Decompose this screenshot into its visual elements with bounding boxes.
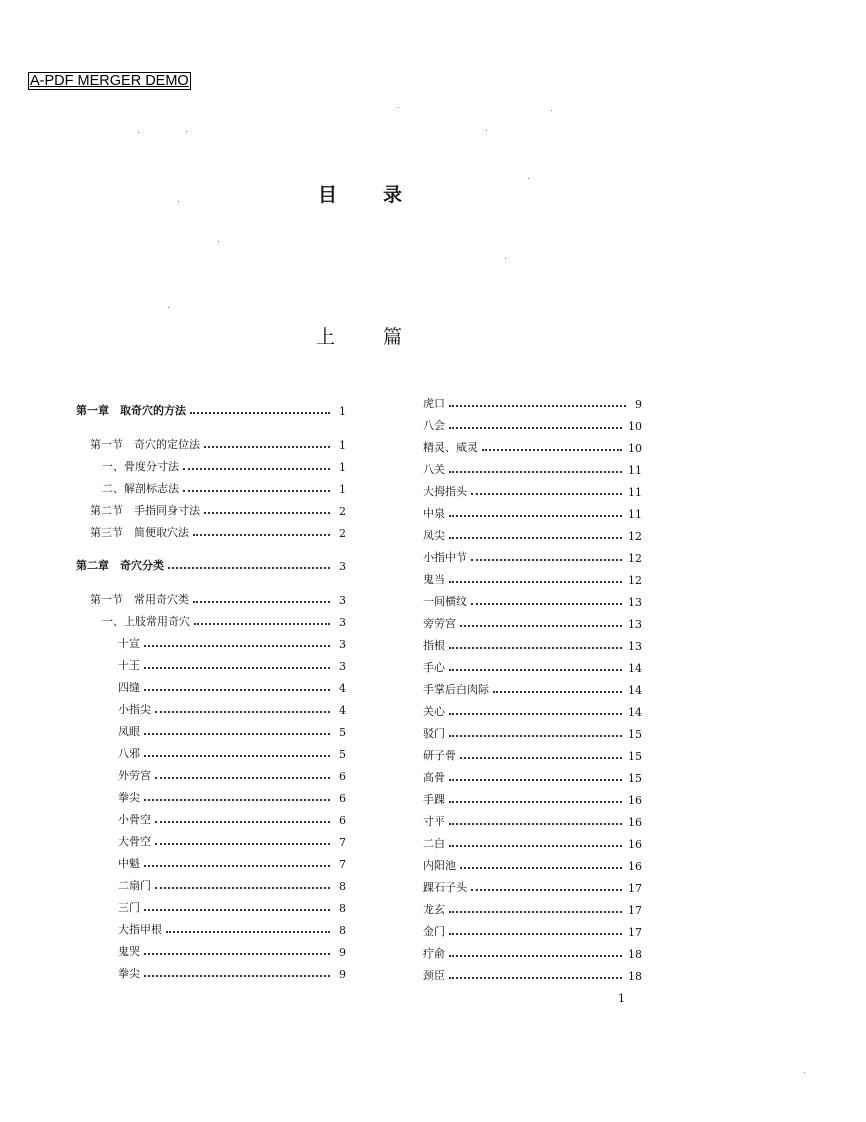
toc-entry	[423, 637, 642, 653]
dot-leader	[493, 691, 622, 693]
toc-entry-page: 6	[339, 770, 346, 783]
page-number: 1	[618, 992, 625, 1005]
toc-entry-label: 第二章 奇穴分类	[76, 559, 164, 572]
toc-entry-label: 拳尖	[118, 791, 140, 804]
dot-leader	[144, 733, 330, 735]
toc-entry	[423, 505, 642, 521]
dot-leader	[449, 735, 622, 737]
toc-entry-page: 6	[339, 792, 346, 805]
toc-entry-page: 16	[628, 838, 642, 851]
toc-entry-label: 精灵、威灵	[423, 441, 478, 454]
dot-leader	[471, 603, 622, 605]
toc-entry-label: 鬼当	[423, 573, 445, 586]
toc-entry-label: 内阳池	[423, 859, 456, 872]
toc-entry-label: 龙玄	[423, 903, 445, 916]
toc-entry	[423, 725, 642, 741]
page-title	[318, 180, 402, 207]
toc-entry	[118, 855, 346, 871]
toc-entry-label: 手踝	[423, 793, 445, 806]
toc-entry-page: 17	[628, 904, 642, 917]
toc-entry-label: 中魁	[118, 857, 140, 870]
toc-entry	[423, 747, 642, 763]
dot-leader	[155, 777, 330, 779]
toc-entry-page: 16	[628, 794, 642, 807]
toc-entry	[118, 745, 346, 761]
toc-entry-label: 二扇门	[118, 879, 151, 892]
toc-entry-page: 3	[339, 594, 346, 607]
toc-entry-label: 大拇指头	[423, 485, 467, 498]
dot-leader	[190, 412, 330, 414]
toc-entry	[118, 679, 346, 695]
part-heading	[316, 322, 402, 349]
dot-leader	[460, 625, 622, 627]
watermark-label: A-PDF MERGER DEMO	[30, 73, 189, 89]
dot-leader	[471, 559, 622, 561]
toc-entry	[423, 395, 642, 411]
dot-leader	[155, 711, 330, 713]
dot-leader	[449, 537, 622, 539]
toc-entry	[102, 613, 346, 629]
toc-entry	[423, 813, 642, 829]
toc-entry-label: 小指中节	[423, 551, 467, 564]
toc-entry-page: 8	[339, 902, 346, 915]
toc-entry	[118, 789, 346, 805]
dot-leader	[155, 843, 330, 845]
dot-leader	[155, 821, 330, 823]
scan-speck	[528, 178, 529, 179]
toc-entry	[76, 557, 346, 573]
dot-leader	[144, 909, 330, 911]
toc-entry-page: 11	[628, 464, 642, 477]
toc-entry	[118, 877, 346, 893]
toc-entry	[90, 436, 346, 452]
dot-leader	[449, 955, 622, 957]
toc-entry-page: 5	[339, 726, 346, 739]
toc-entry	[423, 857, 642, 873]
scan-speck	[398, 107, 399, 108]
toc-entry-label: 旁劳宫	[423, 617, 456, 630]
scan-speck	[218, 241, 219, 242]
toc-entry-page: 17	[628, 926, 642, 939]
toc-entry-page: 1	[339, 439, 346, 452]
toc-entry-label: 颈臣	[423, 969, 445, 982]
toc-entry	[423, 791, 642, 807]
toc-entry	[423, 835, 642, 851]
dot-leader	[183, 468, 330, 470]
toc-entry-page: 3	[339, 616, 346, 629]
toc-entry	[118, 767, 346, 783]
toc-entry	[423, 769, 642, 785]
dot-leader	[144, 865, 330, 867]
dot-leader	[449, 427, 622, 429]
dot-leader	[144, 689, 330, 691]
toc-entry-label: 八会	[423, 419, 445, 432]
toc-entry	[118, 723, 346, 739]
dot-leader	[144, 953, 330, 955]
toc-entry-page: 9	[635, 398, 642, 411]
dot-leader	[460, 757, 622, 759]
dot-leader	[204, 446, 330, 448]
toc-entry	[423, 967, 642, 983]
toc-entry	[423, 945, 642, 961]
toc-entry-page: 15	[628, 772, 642, 785]
toc-entry	[423, 417, 642, 433]
toc-entry-label: 二白	[423, 837, 445, 850]
dot-leader	[449, 933, 622, 935]
part-char-2: 篇	[383, 326, 403, 348]
toc-entry-label: 一间横纹	[423, 595, 467, 608]
dot-leader	[471, 889, 622, 891]
toc-entry-page: 1	[339, 483, 346, 496]
toc-entry-label: 研子骨	[423, 749, 456, 762]
scan-speck	[804, 1072, 805, 1073]
toc-entry-label: 手掌后白肉际	[423, 683, 489, 696]
toc-entry-page: 3	[339, 560, 346, 573]
toc-entry-page: 3	[339, 638, 346, 651]
toc-entry-page: 7	[339, 836, 346, 849]
toc-entry-label: 金门	[423, 925, 445, 938]
toc-entry	[118, 943, 346, 959]
toc-entry	[423, 703, 642, 719]
toc-entry	[118, 811, 346, 827]
toc-entry	[423, 571, 642, 587]
toc-entry-label: 指根	[423, 639, 445, 652]
toc-entry-label: 踝石子头	[423, 881, 467, 894]
toc-entry-label: 一、上肢常用奇穴	[102, 615, 190, 628]
scan-speck	[138, 132, 139, 133]
toc-entry-label: 三门	[118, 901, 140, 914]
dot-leader	[449, 405, 626, 407]
toc-entry-label: 第二节 手指同身寸法	[90, 504, 200, 517]
toc-entry	[423, 659, 642, 675]
toc-entry-page: 14	[628, 662, 642, 675]
toc-entry-page: 11	[628, 508, 642, 521]
toc-entry-label: 小指尖	[118, 703, 151, 716]
toc-entry-page: 11	[628, 486, 642, 499]
scan-speck	[178, 201, 179, 202]
toc-entry-page: 16	[628, 816, 642, 829]
dot-leader	[449, 669, 622, 671]
dot-leader	[449, 911, 622, 913]
toc-entry	[423, 549, 642, 565]
toc-entry-page: 10	[628, 420, 642, 433]
toc-entry-page: 12	[628, 530, 642, 543]
toc-entry-page: 12	[628, 574, 642, 587]
toc-entry-page: 4	[339, 704, 346, 717]
toc-entry	[118, 965, 346, 981]
dot-leader	[449, 801, 622, 803]
toc-entry-page: 1	[339, 405, 346, 418]
toc-entry-page: 8	[339, 924, 346, 937]
toc-entry-page: 13	[628, 596, 642, 609]
dot-leader	[449, 647, 622, 649]
toc-entry-page: 17	[628, 882, 642, 895]
toc-entry-page: 7	[339, 858, 346, 871]
toc-entry-label: 大指甲根	[118, 923, 162, 936]
toc-entry	[90, 524, 346, 540]
toc-entry	[423, 879, 642, 895]
toc-entry-page: 15	[628, 728, 642, 741]
toc-entry-page: 5	[339, 748, 346, 761]
toc-entry-page: 13	[628, 640, 642, 653]
dot-leader	[144, 755, 330, 757]
toc-entry-label: 一、骨度分寸法	[102, 460, 179, 473]
dot-leader	[193, 601, 330, 603]
toc-entry-label: 外劳宫	[118, 769, 151, 782]
toc-entry	[118, 899, 346, 915]
dot-leader	[449, 581, 622, 583]
scan-speck	[168, 307, 169, 308]
toc-entry-page: 10	[628, 442, 642, 455]
toc-entry-label: 虎口	[423, 397, 445, 410]
dot-leader	[166, 931, 330, 933]
toc-entry-label: 拳尖	[118, 967, 140, 980]
dot-leader	[144, 799, 330, 801]
toc-entry-label: 中泉	[423, 507, 445, 520]
toc-entry-label: 手心	[423, 661, 445, 674]
dot-leader	[460, 867, 622, 869]
toc-entry	[118, 701, 346, 717]
dot-leader	[482, 449, 622, 451]
toc-entry	[90, 502, 346, 518]
toc-entry-label: 鬼哭	[118, 945, 140, 958]
title-char-2: 录	[383, 184, 403, 206]
toc-entry-page: 9	[339, 946, 346, 959]
toc-entry-page: 8	[339, 880, 346, 893]
dot-leader	[449, 779, 622, 781]
toc-entry-page: 15	[628, 750, 642, 763]
toc-entry-page: 14	[628, 706, 642, 719]
scan-speck	[486, 130, 487, 131]
toc-entry-page: 2	[339, 505, 346, 518]
toc-entry-label: 第三节 简便取穴法	[90, 526, 189, 539]
dot-leader	[471, 493, 622, 495]
toc-entry	[102, 480, 346, 496]
dot-leader	[449, 977, 622, 979]
toc-entry	[118, 657, 346, 673]
scan-speck	[505, 258, 506, 259]
dot-leader	[449, 845, 622, 847]
toc-entry-page: 12	[628, 552, 642, 565]
toc-entry-page: 14	[628, 684, 642, 697]
toc-entry-label: 关心	[423, 705, 445, 718]
toc-entry-label: 八邪	[118, 747, 140, 760]
toc-entry-label: 寸平	[423, 815, 445, 828]
toc-entry-page: 16	[628, 860, 642, 873]
dot-leader	[144, 667, 330, 669]
toc-entry	[118, 921, 346, 937]
toc-entry-label: 第一节 奇穴的定位法	[90, 438, 200, 451]
toc-entry	[423, 901, 642, 917]
toc-entry-page: 9	[339, 968, 346, 981]
toc-entry	[118, 635, 346, 651]
title-char-1: 目	[318, 184, 338, 206]
toc-entry	[423, 923, 642, 939]
toc-entry	[423, 681, 642, 697]
dot-leader	[449, 713, 622, 715]
toc-entry	[423, 461, 642, 477]
dot-leader	[204, 512, 330, 514]
dot-leader	[183, 490, 330, 492]
toc-entry-page: 6	[339, 814, 346, 827]
toc-entry	[423, 527, 642, 543]
toc-entry-page: 1	[339, 461, 346, 474]
toc-entry-page: 4	[339, 682, 346, 695]
toc-entry-label: 十王	[118, 659, 140, 672]
dot-leader	[193, 534, 330, 536]
dot-leader	[144, 975, 330, 977]
toc-entry-label: 大骨空	[118, 835, 151, 848]
toc-entry	[76, 402, 346, 418]
toc-entry	[423, 483, 642, 499]
toc-entry-page: 2	[339, 527, 346, 540]
toc-entry-label: 十宣	[118, 637, 140, 650]
toc-entry-label: 凤尖	[423, 529, 445, 542]
toc-entry-label: 凤眼	[118, 725, 140, 738]
toc-entry-label: 驳门	[423, 727, 445, 740]
toc-entry-page: 13	[628, 618, 642, 631]
dot-leader	[449, 471, 622, 473]
toc-entry-label: 小骨空	[118, 813, 151, 826]
toc-entry-page: 18	[628, 948, 642, 961]
toc-entry-label: 第一章 取奇穴的方法	[76, 404, 186, 417]
toc-entry	[102, 458, 346, 474]
toc-entry	[423, 439, 642, 455]
dot-leader	[194, 623, 330, 625]
toc-entry-page: 3	[339, 660, 346, 673]
dot-leader	[155, 887, 330, 889]
toc-entry	[423, 615, 642, 631]
dot-leader	[168, 567, 330, 569]
scan-speck	[551, 110, 552, 111]
scan-speck	[186, 131, 187, 132]
part-char-1: 上	[316, 326, 336, 348]
toc-entry-label: 八关	[423, 463, 445, 476]
dot-leader	[449, 823, 622, 825]
toc-entry-label: 四缝	[118, 681, 140, 694]
dot-leader	[144, 645, 330, 647]
toc-entry-page: 18	[628, 970, 642, 983]
toc-entry	[423, 593, 642, 609]
toc-entry	[90, 591, 346, 607]
toc-entry-label: 高骨	[423, 771, 445, 784]
toc-entry	[118, 833, 346, 849]
toc-entry-label: 疔俞	[423, 947, 445, 960]
toc-entry-label: 二、解剖标志法	[102, 482, 179, 495]
dot-leader	[449, 515, 622, 517]
toc-entry-label: 第一节 常用奇穴类	[90, 593, 189, 606]
